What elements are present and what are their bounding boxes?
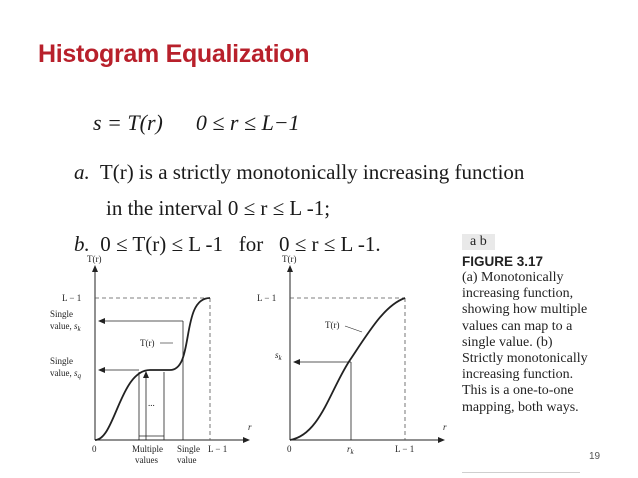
right-top-label: L − 1 xyxy=(257,293,277,303)
condition-a-line1: T(r) is a strictly monotonically increasing function xyxy=(99,160,525,184)
right-curve xyxy=(290,298,405,440)
right-x-label: r xyxy=(443,422,447,432)
figure-label: FIGURE 3.17 xyxy=(462,254,544,269)
caption-text: (a) Monotonically increasing function, showing how multiple values can map to a single value. (b) Strictly monotonically increasing function. This is a one-to-one mapping, both ways. xyxy=(462,270,588,415)
right-x-arrow xyxy=(438,437,445,443)
single-value-sk-line1: Single xyxy=(50,309,74,319)
condition-b-text: 0 ≤ T(r) ≤ L -1 for 0 ≤ r ≤ L -1. xyxy=(100,232,381,256)
left-top-label: L − 1 xyxy=(62,293,82,303)
panel-labels: a b xyxy=(462,234,495,250)
left-x-arrow xyxy=(243,437,250,443)
right-x-end-label: L − 1 xyxy=(395,444,415,454)
page-number: 19 xyxy=(589,451,601,462)
right-sk-label: $s_k$ xyxy=(275,350,282,362)
left-x-label: r xyxy=(248,422,252,432)
figure-3-17 xyxy=(40,250,460,470)
left-x-end-label: L − 1 xyxy=(208,444,228,454)
single-value-sq-line2: value, $s_q$ xyxy=(50,368,82,380)
figure-caption xyxy=(462,232,592,416)
left-origin: 0 xyxy=(92,444,97,454)
condition-a-line2: in the interval 0 ≤ r ≤ L -1; xyxy=(106,196,331,220)
single-value-sq-line1: Single xyxy=(50,356,74,366)
right-sk-arrowhead xyxy=(293,359,300,365)
right-y-label: T(r) xyxy=(282,254,297,264)
figure-svg xyxy=(40,250,460,470)
multiple-values-line1: Multiple xyxy=(132,444,163,454)
panel-a xyxy=(50,254,252,465)
slide-title: Histogram Equalization xyxy=(38,40,310,68)
sk-arrowhead xyxy=(98,318,105,324)
condition-a xyxy=(74,160,524,185)
sq-arrowhead xyxy=(98,367,105,373)
right-curve-label: T(r) xyxy=(325,320,340,330)
single-value-x-line1: Single xyxy=(177,444,201,454)
right-origin: 0 xyxy=(287,444,292,454)
panel-b xyxy=(257,254,447,456)
left-curve xyxy=(95,298,210,440)
condition-a-label: a. xyxy=(74,160,90,184)
single-value-sk-line2: value, $s_k$ xyxy=(50,321,81,333)
left-y-label: T(r) xyxy=(87,254,102,264)
mapping-formula: s = T(r) 0 ≤ r ≤ L−1 xyxy=(93,110,300,135)
multiple-values-line2: values xyxy=(135,455,158,465)
mv-arrowhead xyxy=(143,371,149,378)
dots-label: ... xyxy=(148,398,155,408)
left-y-arrow xyxy=(92,265,98,272)
left-curve-label: T(r) xyxy=(140,338,155,348)
right-rk-label: $r_k$ xyxy=(347,444,354,456)
caption-rule xyxy=(462,472,580,473)
single-value-x-line2: value xyxy=(177,455,197,465)
right-curve-pointer xyxy=(345,326,362,332)
right-y-arrow xyxy=(287,265,293,272)
condition-b-label: b. xyxy=(74,232,90,256)
